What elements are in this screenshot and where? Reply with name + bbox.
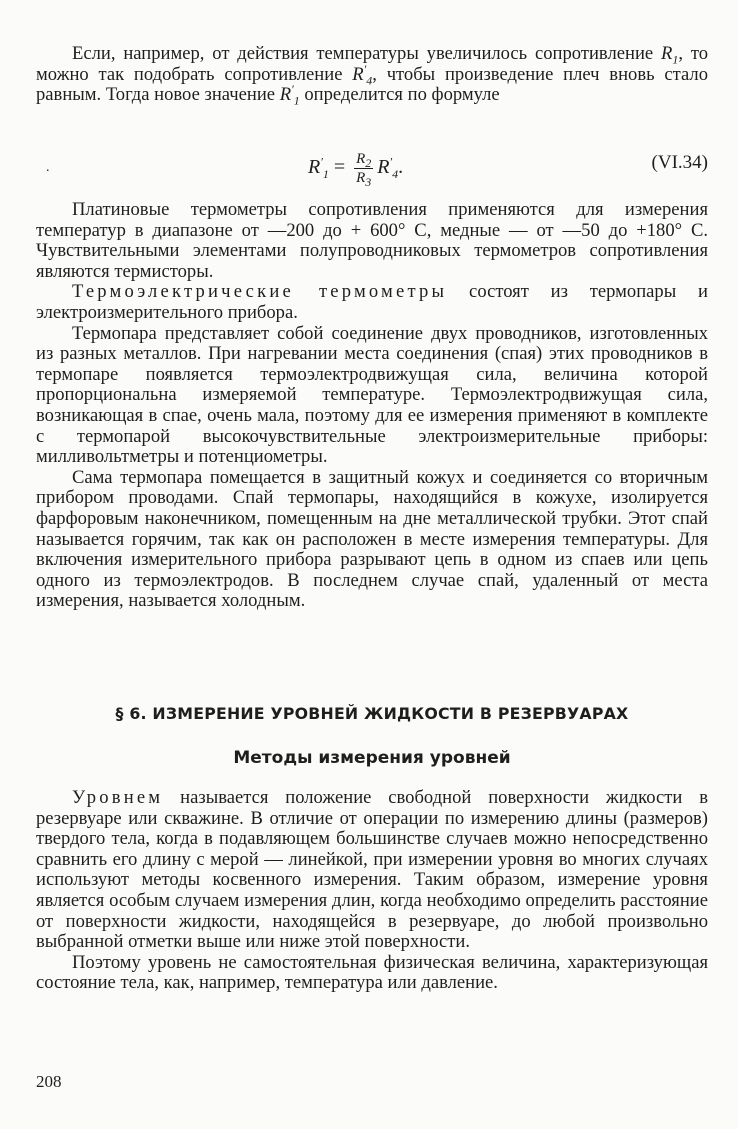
sub-heading: Методы измерения уровней [233,748,511,768]
paragraph-text: состоят из термопары и электроизмерительного прибора. [36,281,709,323]
paragraph-text: , то можно так подобрать сопротивление [36,43,708,85]
levels-section [36,788,708,994]
paragraph-text: определится по формуле [299,84,500,106]
formula-rhs: $R'_4$ [377,154,399,182]
paragraph-text: называется положение свободной поверхности жидкости в резервуаре или скважине. В отличие от операции по измерению длины (размеров) твердого тела, когда в подавляющем большинстве случаев можно непосредственно сравнить его длину с мерой — линейкой, при измерении уровня во многих случаях используют методы косвенного измерения. Таким образом, измерение уровня является особым случаем измерения длин, когда необходимо определить расстояние от поверхности жидкости, находящейся в резервуаре, до любой произвольно выбранной отметки выше или ниже этой поверхности. [36,787,708,953]
spaced-term: Термоэлектрические термометры [72,281,448,303]
paragraph-platinum-thermometers: Платиновые термометры сопротивления применяются для измерения температур в диапазоне от —200 до + 600° С, медные — от —50 до +180° С. Чувствительными элементами полупроводниковых термометров сопротивления являются термисторы. [36,199,708,282]
paragraph-resistance-change [36,44,708,106]
paragraph-text: , чтобы произведение плеч вновь стало равным. Тогда новое значение [36,63,708,106]
paragraph-level-definition [36,788,708,953]
page-number: 208 [36,1072,62,1091]
paragraph-thermocouple: Термопара представляет собой соединение двух проводников, изготовленных из разных металлов. При нагревании места соединения (спая) этих проводников в термопаре появляется термоэлектродвижущая сила, величина которой пропорциональна измеряемой температуре. Термоэлектродвижущая сила, возникающая в спае, очень мала, поэтому для ее измерения применяют в комплекте с термопарой высокочувствительные электроизмерительные приборы: милливольтметры и потенциометры. [36,322,708,468]
intro-paragraph [36,44,708,106]
stray-dot: . [46,160,50,175]
spaced-term: Уровнем [72,787,164,808]
equation-number: (VI.34) [651,152,708,173]
formula-row [36,140,708,196]
variable-r1-prime: $R'_1$ [279,82,300,108]
fraction-denominator: $R_3$ [356,170,372,189]
formula-period: . [398,156,404,179]
section-heading: § 6. ИЗМЕРЕНИЕ УРОВНЕЙ ЖИДКОСТИ В РЕЗЕРВУАРАХ [115,704,629,723]
formula-fraction [354,150,373,187]
variable-r1: $R_1$ [660,43,679,67]
paragraph-thermocouple-housing: Сама термопара помещается в защитный кожух и соединяется со вторичным прибором проводами. Спай термопары, находящийся в кожухе, изолируется фарфоровым наконечником, помещенным на дне металлической трубки. Этот спай называется горячим, так как он расположен в месте измерения температуры. Для включения измерительного прибора разрывают цепь в одном из спаев или цепь одного из термоэлектродов. В последнем случае спай, удаленный от места измерения, называется холодным. [36,466,708,612]
paragraph-text: Если, например, от действия температуры увеличилось сопротивление [72,43,661,64]
fraction-numerator: $R_2$ [356,151,372,170]
variable-r4-prime: $R'_4$ [352,61,373,88]
thermometers-section [36,200,708,612]
formula-lhs: $R'_1$ [308,154,329,182]
paragraph-level-quantity: Поэтому уровень не самостоятельная физическая величина, характеризующая состояние тела, как, например, температура или давление. [36,951,708,994]
formula-equals: = [328,156,351,179]
paragraph-thermoelectric-thermometers [36,282,708,323]
formula [308,150,403,187]
